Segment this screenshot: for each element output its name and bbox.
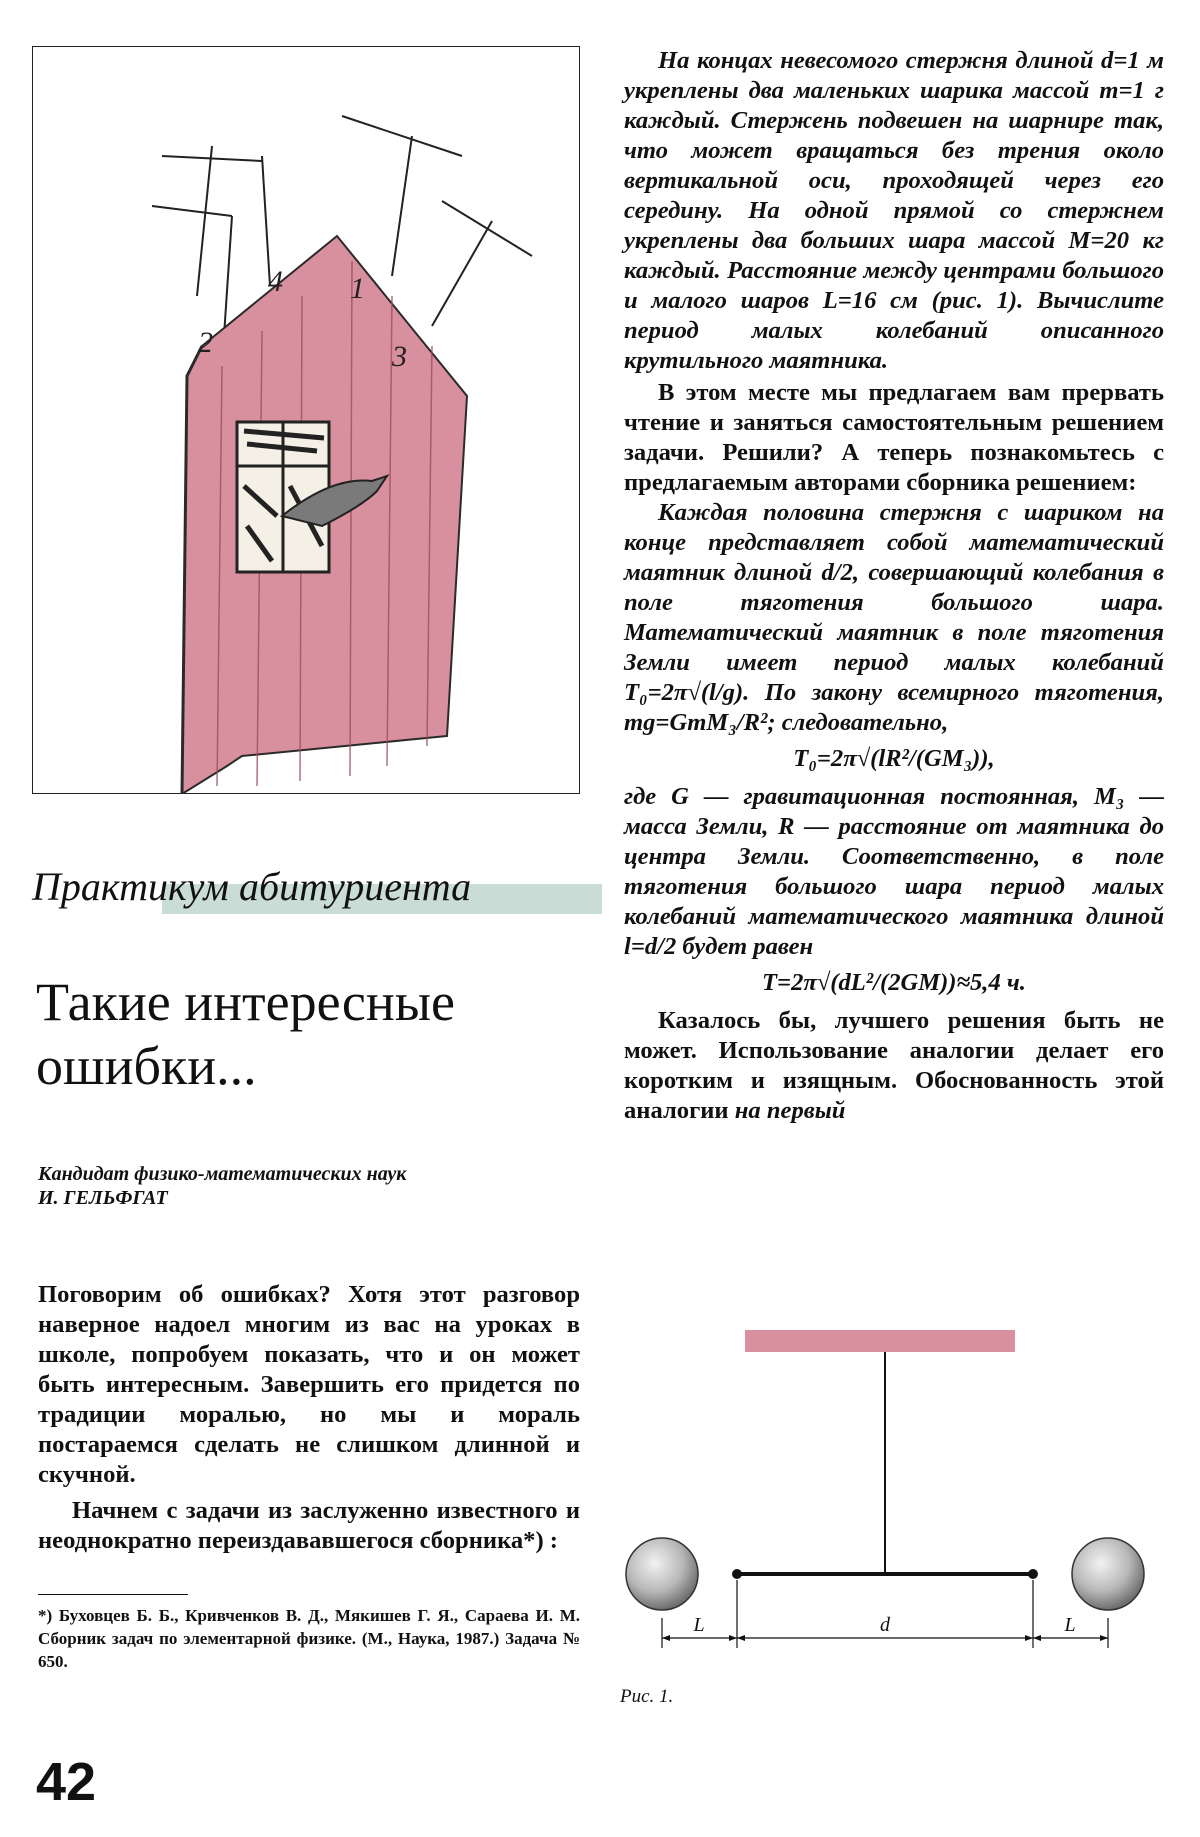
antenna-label-1: 1 <box>350 272 365 305</box>
right-column <box>624 46 1164 1126</box>
house-illustration <box>32 46 580 794</box>
footnote-rule <box>38 1594 188 1595</box>
large-sphere-right <box>1072 1538 1144 1610</box>
section-tag <box>12 848 612 930</box>
small-ball-right <box>1028 1569 1038 1579</box>
antenna-label-2: 2 <box>198 326 213 359</box>
antenna-label-4: 4 <box>268 265 283 298</box>
figure-caption: Рис. 1. <box>620 1686 674 1707</box>
formula-ball-period: T=2π√(dL²/(2GM))≈5,4 ч. <box>762 969 1026 996</box>
ceiling-mount <box>745 1330 1015 1352</box>
closing-text <box>624 1006 1164 1126</box>
left-column <box>38 1280 580 1556</box>
closing-text-bold: Казалось бы, лучшего решения быть не может. Использование аналогии делает его коротким и изящным. Обоснованность этой аналогии <box>624 1007 1164 1124</box>
dimension-d: d <box>880 1614 890 1636</box>
solution-text-continued: где G — гравитационная постоянная, M₃ — масса Земли, R — расстояние от маятника до центра Земли. Соответственно, в поле тяготения большого шара период малых колебаний математического маятника длиной l=d/2 будет равен <box>624 783 1164 960</box>
paragraph-intro: Поговорим об ошибках? Хотя этот разговор наверное надоел многим из вас на уроках в школе, попробуем показать, что и он может быть интересным. Завершить его придется по традиции моралью, но мы и мораль постараемся сделать не слишком длинной и скучной. <box>38 1281 580 1488</box>
article-title: Такие интересные ошибки... <box>36 972 456 1096</box>
figure-1 <box>610 1318 1170 1708</box>
formula-earth-period: T₀=2π√(lR²/(GM₃)), <box>793 745 995 772</box>
author-credential: Кандидат физико-математических наук <box>38 1163 407 1185</box>
author-name: И. ГЕЛЬФГАТ <box>38 1187 168 1209</box>
section-tag-text: Практикум абитуриента <box>32 864 472 909</box>
small-ball-left <box>732 1569 742 1579</box>
paragraph-problem-intro: Начнем с задачи из заслуженно известного и неоднократно переиздававшегося сборника*) : <box>38 1497 580 1554</box>
problem-text: На концах невесомого стержня длиной d=1 м укреплены два маленьких шарика массой m=1 г каждый. Стержень подвешен на шарнире так, что может вращаться без трения около вертикальной оси, проходящей через его середину. На одной прямой со стержнем укреплены два больших шара массой M=20 кг каждый. Расстояние между центрами большого и малого шаров L=16 см (рис. 1). Вычислите период малых колебаний описанного крутильного маятника. <box>624 47 1164 374</box>
dimension-L-right: L <box>1064 1614 1076 1636</box>
footnote: *) Буховцев Б. Б., Кривченков В. Д., Мякишев Г. Я., Сараева И. М. Сборник задач по элементарной физике. (М., Наука, 1987.) Задача № 650. <box>38 1606 580 1671</box>
closing-text-italic: на первый <box>734 1097 846 1124</box>
antenna-label-3: 3 <box>392 340 407 373</box>
page-number: 42 <box>36 1752 97 1812</box>
large-sphere-left <box>626 1538 698 1610</box>
byline <box>38 1162 558 1210</box>
pause-text: В этом месте мы предлагаем вам прервать чтение и заняться самостоятельным решением задачи. Решили? А теперь познакомьтесь с предлагаемым авторами сборника решением: <box>624 379 1164 496</box>
solution-text: Каждая половина стержня с шариком на конце представляет собой математический маятник длиной d/2, совершающий колебания в поле тяготения большого шара. Математический маятник в поле тяготения Земли имеет период малых колебаний T₀=2π√(l/g). По закону всемирного тяготения, mg=GmM₃/R²; следовательно, <box>624 499 1164 736</box>
dimension-L-left: L <box>693 1614 705 1636</box>
